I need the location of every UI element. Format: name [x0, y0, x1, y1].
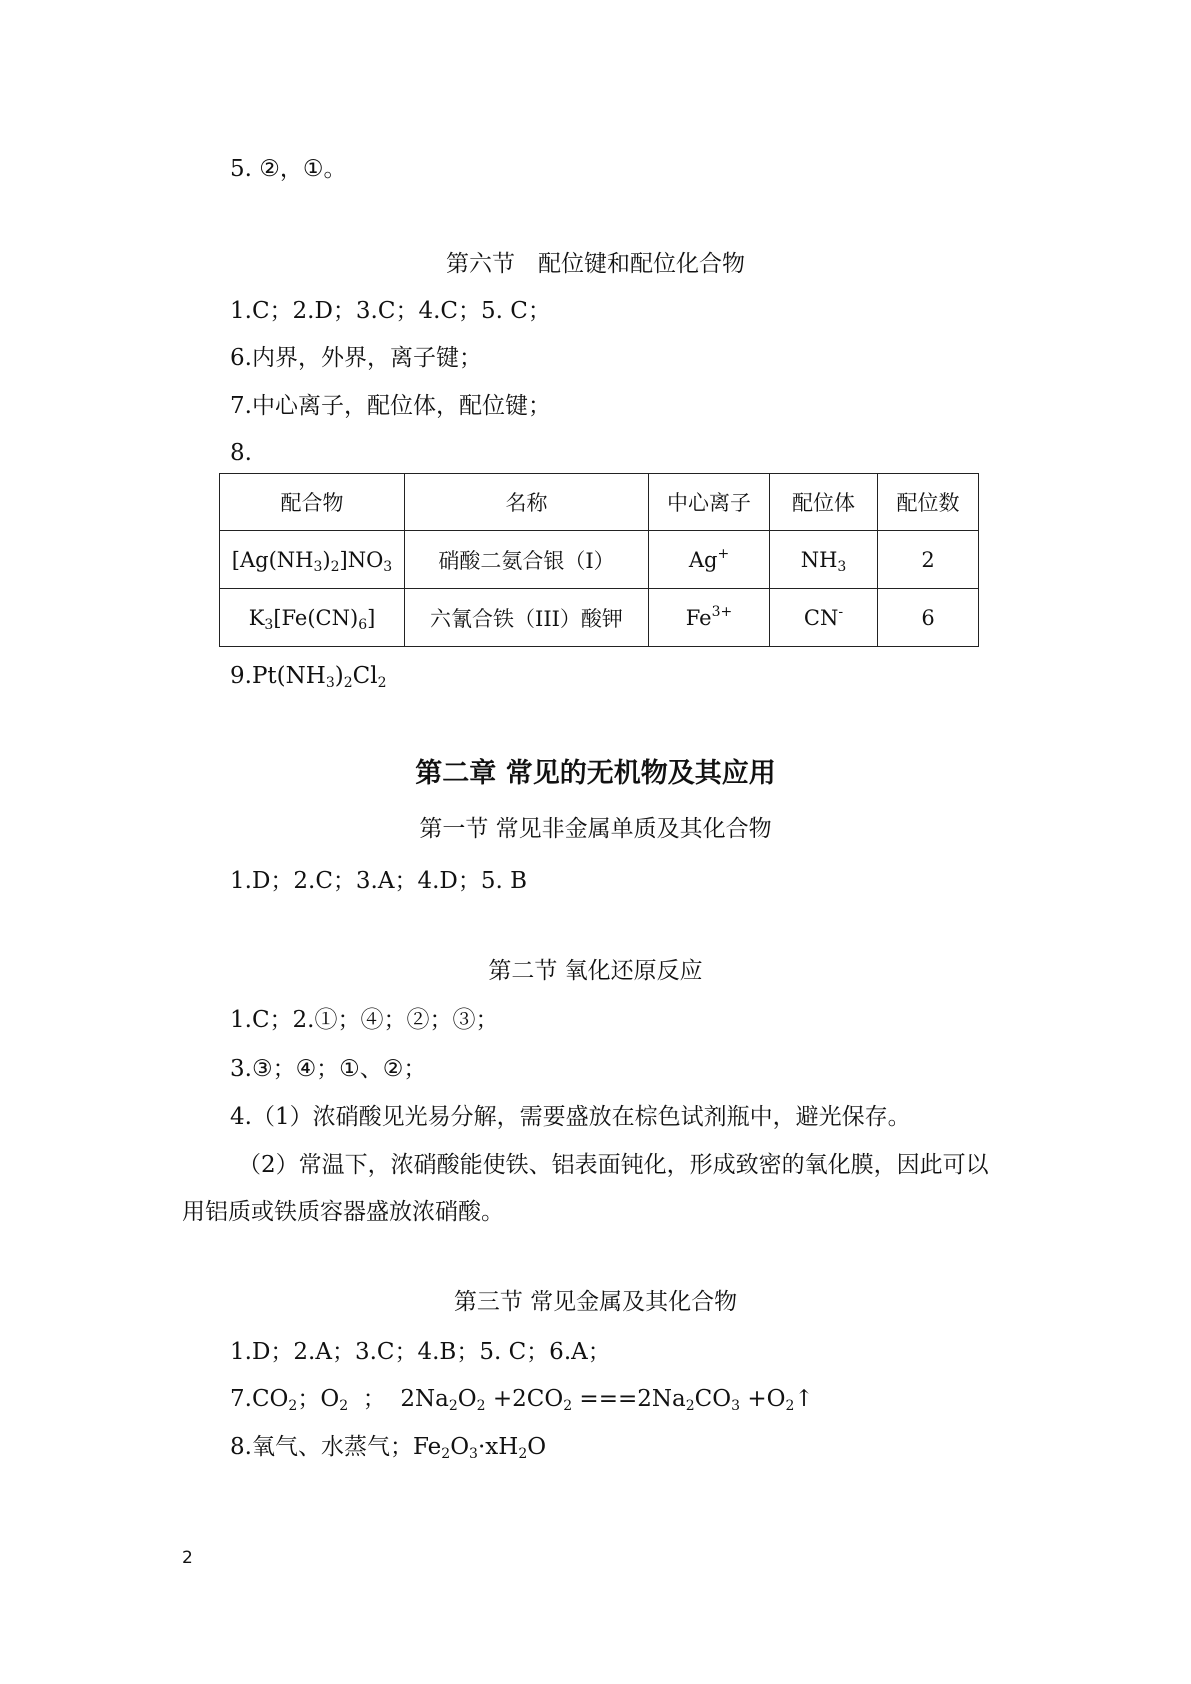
answer-line-ch2-s1: 1.D；2.C；3.A；4.D；5. B: [230, 868, 528, 894]
cell-coordination-number: 2: [878, 531, 979, 589]
cell-coordination-number: 6: [878, 589, 979, 647]
coordination-compound-table: [219, 473, 979, 647]
cell-ligand: $NH_3$: [770, 531, 878, 589]
answer-line-ch2-s2-4b: （2）常温下，浓硝酸能使铁、铝表面钝化，形成致密的氧化膜，因此可以: [238, 1152, 989, 1178]
header-coordination-number: 配位数: [878, 474, 979, 531]
cell-compound: $[Ag(NH_3)_2]NO_3$: [220, 531, 405, 589]
answer-line-9: $9.Pt(NH_3)_2Cl_2$: [230, 663, 387, 691]
answer-line-7: 7.中心离子，配位体，配位键；: [230, 393, 551, 419]
header-compound: 配合物: [220, 474, 405, 531]
cell-name: 硝酸二氨合银（I）: [405, 531, 649, 589]
answer-line-5: 5. ②，①。: [230, 156, 347, 182]
cell-center-ion: $Fe^{3+}$: [649, 589, 770, 647]
section-title-2: 第二节 氧化还原反应: [488, 958, 703, 984]
section-title-6: 第六节 配位键和配位化合物: [446, 251, 745, 277]
answer-line-ch2-s2-3: 3.③；④；①、②；: [230, 1056, 427, 1082]
table-row: [220, 589, 979, 647]
answer-line-ch2-s2-1: 1.C；2.①；④；②；③；: [230, 1007, 499, 1033]
page-number: 2: [182, 1548, 193, 1568]
answer-line-ch2-s2-4b-cont: 用铝质或铁质容器盛放浓硝酸。: [182, 1199, 504, 1225]
table-header-row: [220, 474, 979, 531]
answer-line-1-5: 1.C；2.D；3.C；4.C；5. C；: [230, 298, 551, 324]
cell-center-ion: Ag+: [649, 531, 770, 589]
header-center-ion: 中心离子: [649, 474, 770, 531]
header-ligand: 配位体: [770, 474, 878, 531]
cell-compound: $K_3[Fe(CN)_6]$: [220, 589, 405, 647]
answer-line-ch2-s3-1: 1.D；2.A；3.C；4.B；5. C；6.A；: [230, 1339, 611, 1365]
header-name: 名称: [405, 474, 649, 531]
answer-line-6: 6.内界，外界，离子键；: [230, 345, 482, 371]
answer-line-8: 8.: [230, 440, 252, 466]
chapter-title: 第二章 常见的无机物及其应用: [415, 758, 776, 789]
answer-line-ch2-s2-4a: 4.（1）浓硝酸见光易分解，需要盛放在棕色试剂瓶中，避光保存。: [230, 1104, 911, 1130]
cell-ligand: CN-: [770, 589, 878, 647]
answer-line-ch2-s3-8: 8.氧气、水蒸气；$Fe_2O_3\cdot xH_2O$: [230, 1434, 547, 1462]
cell-name: 六氰合铁（III）酸钾: [405, 589, 649, 647]
section-title-1: 第一节 常见非金属单质及其化合物: [419, 816, 772, 842]
answer-line-ch2-s3-7: $7.CO_2$；$O_2$ ； $2Na_2O_2 +2CO_2 ===2Na_2CO_3$ $+O_2↑$: [230, 1386, 814, 1414]
table-row: [220, 531, 979, 589]
section-title-3: 第三节 常见金属及其化合物: [453, 1289, 738, 1315]
